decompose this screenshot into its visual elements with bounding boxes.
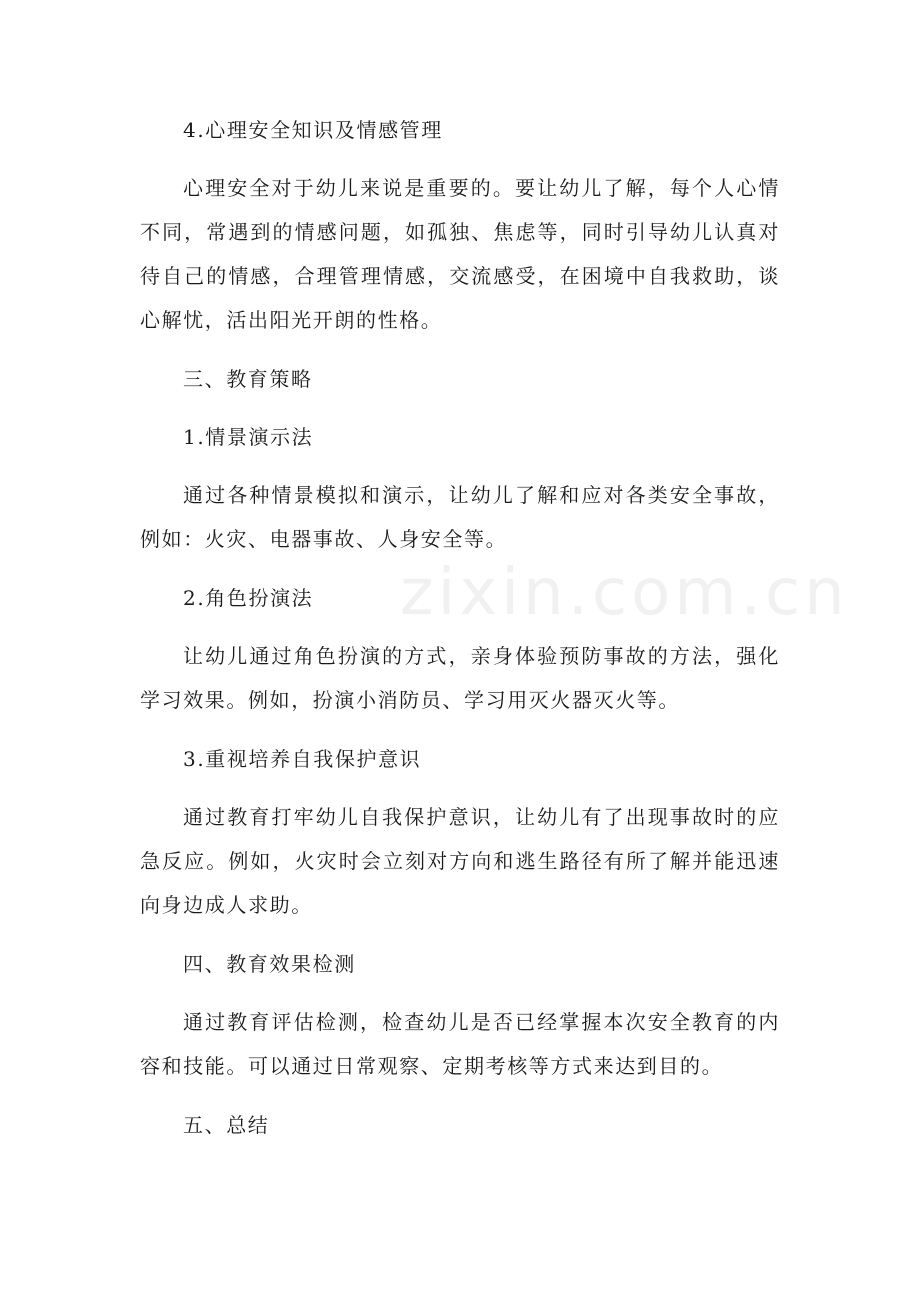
paragraph-effect-evaluation: 通过教育评估检测，检查幼儿是否已经掌握本次安全教育的内容和技能。可以通过日常观察、定期考核等方式来达到目的。: [140, 1010, 780, 1078]
watermark: zixin.com.cn: [400, 556, 849, 630]
paragraph-scenario-demo: 通过各种情景模拟和演示，让幼儿了解和应对各类安全事故，例如：火灾、电器事故、人身安全等。: [140, 483, 780, 551]
paragraph-psychological-safety: 心理安全对于幼儿来说是重要的。要让幼儿了解，每个人心情不同，常遇到的情感问题，如孤独、焦虑等，同时引导幼儿认真对待自己的情感，合理管理情感，交流感受，在困境中自我救助，谈心解忧，活出阳光开朗的性格。: [140, 176, 780, 332]
section-heading-psychological-safety: 4.心理安全知识及情感管理: [183, 118, 443, 142]
document-body: [140, 108, 780, 1147]
section-heading-effect-evaluation: 四、教育效果检测: [183, 952, 356, 976]
subheading-scenario-demo: 1.情景演示法: [183, 425, 314, 449]
section-heading-education-strategy: 三、教育策略: [183, 367, 313, 391]
paragraph-role-play: 让幼儿通过角色扮演的方式，亲身体验预防事故的方法，强化学习效果。例如，扮演小消防员、学习用灭火器灭火等。: [140, 644, 780, 712]
section-heading-summary: 五、总结: [183, 1113, 270, 1137]
subheading-self-protection: 3.重视培养自我保护意识: [183, 747, 422, 771]
subheading-role-play: 2.角色扮演法: [183, 586, 314, 610]
paragraph-self-protection: 通过教育打牢幼儿自我保护意识，让幼儿有了出现事故时的应急反应。例如，火灾时会立刻对方向和逃生路径有所了解并能迅速向身边成人求助。: [140, 805, 780, 917]
